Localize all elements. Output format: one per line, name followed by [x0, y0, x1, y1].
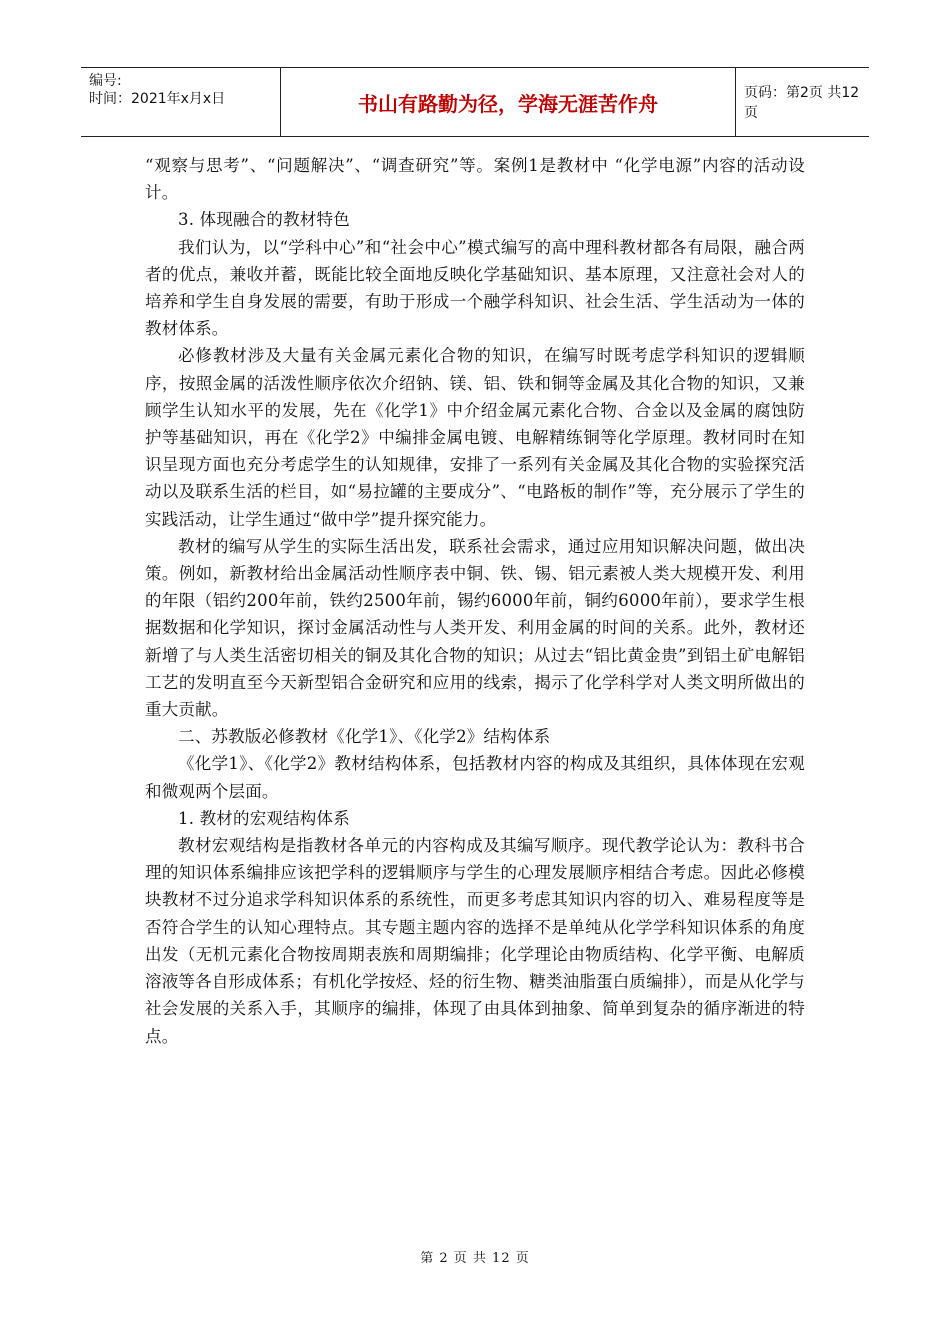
paragraph: 《化学1》、《化学2》教材结构体系，包括教材内容的构成及其组织，具体体现在宏观和微观两个层面。 — [145, 754, 805, 801]
section-heading: 二、苏教版必修教材《化学1》、《化学2》结构体系 — [178, 727, 551, 747]
page-footer: 第 2 页 共 12 页 — [420, 1251, 530, 1266]
document-body — [145, 152, 805, 1050]
document-number-label: 编号: — [89, 73, 122, 89]
paragraph: 教材宏观结构是指教材各单元的内容构成及其编写顺序。现代教学论认为：教科书合理的知识体系编排应该把学科的逻辑顺序与学生的心理发展顺序相结合考虑。因此必修模块教材不过分追求学科知识体系的系统性，而更多考虑其知识内容的切入、难易程度等是否符合学生的认知心理特点。其专题主题内容的选择不是单纯从化学学科知识体系的角度出发（无机元素化合物按周期表族和周期编排；化学理论由物质结构、化学平衡、电解质溶液等各自形成体系；有机化学按烃、烃的衍生物、糖类油脂蛋白质编排），而是从化学与社会发展的关系入手，其顺序的编排，体现了由具体到抽象、简单到复杂的循序渐进的特点。 — [145, 836, 805, 1046]
paragraph: 必修教材涉及大量有关金属元素化合物的知识，在编写时既考虑学科知识的逻辑顺序，按照金属的活泼性顺序依次介绍钠、镁、铝、铁和铜等金属及其化合物的知识，又兼顾学生认知水平的发展，先在《化学1》中介绍金属元素化合物、合金以及金属的腐蚀防护等基础知识，再在《化学2》中编排金属电镀、电解精练铜等化学原理。教材同时在知识呈现方面也充分考虑学生的认知规律，安排了一系列有关金属及其化合物的实验探究活动以及联系生活的栏目，如“易拉罐的主要成分”、“电路板的制作”等，充分展示了学生的实践活动，让学生通过“做中学”提升探究能力。 — [145, 346, 805, 529]
document-time-label: 时间：2021年x月x日 — [89, 91, 226, 107]
paragraph: 我们认为，以“学科中心”和“社会中心”模式编写的高中理科教材都各有局限，融合两者的优点，兼收并蓄，既能比较全面地反映化学基础知识、基本原理，又注意社会对人的培养和学生自身发展的需要，有助于形成一个融学科知识、社会生活、学生活动为一体的教材体系。 — [145, 237, 805, 339]
section-heading: 3. 体现融合的教材特色 — [178, 210, 350, 230]
section-heading: 1. 教材的宏观结构体系 — [178, 808, 350, 828]
header-motto: 书山有路勤为径，学海无涯苦作舟 — [280, 68, 736, 136]
paragraph: “观察与思考”、“问题解决”、“调查研究”等。案例1是教材中 “化学电源”内容的活动设计。 — [145, 156, 805, 203]
page-header — [81, 67, 869, 137]
paragraph: 教材的编写从学生的实际生活出发，联系社会需求，通过应用知识解决问题，做出决策。例如，新教材给出金属活动性顺序表中铜、铁、锡、铝元素被人类大规模开发、利用的年限（铝约200年前，铁约2500年前，锡约6000年前，铜约6000年前），要求学生根据数据和化学知识，探讨金属活动性与人类开发、利用金属的时间的关系。此外，教材还新增了与人类生活密切相关的铜及其化合物的知识；从过去“铝比黄金贵”到铝土矿电解铝工艺的发明直至今天新型铝合金研究和应用的线索，揭示了化学科学对人类文明所做出的重大贡献。 — [145, 536, 805, 720]
header-page-label: 页码：第2页 共12页 — [744, 85, 860, 121]
header-meta — [81, 68, 280, 136]
